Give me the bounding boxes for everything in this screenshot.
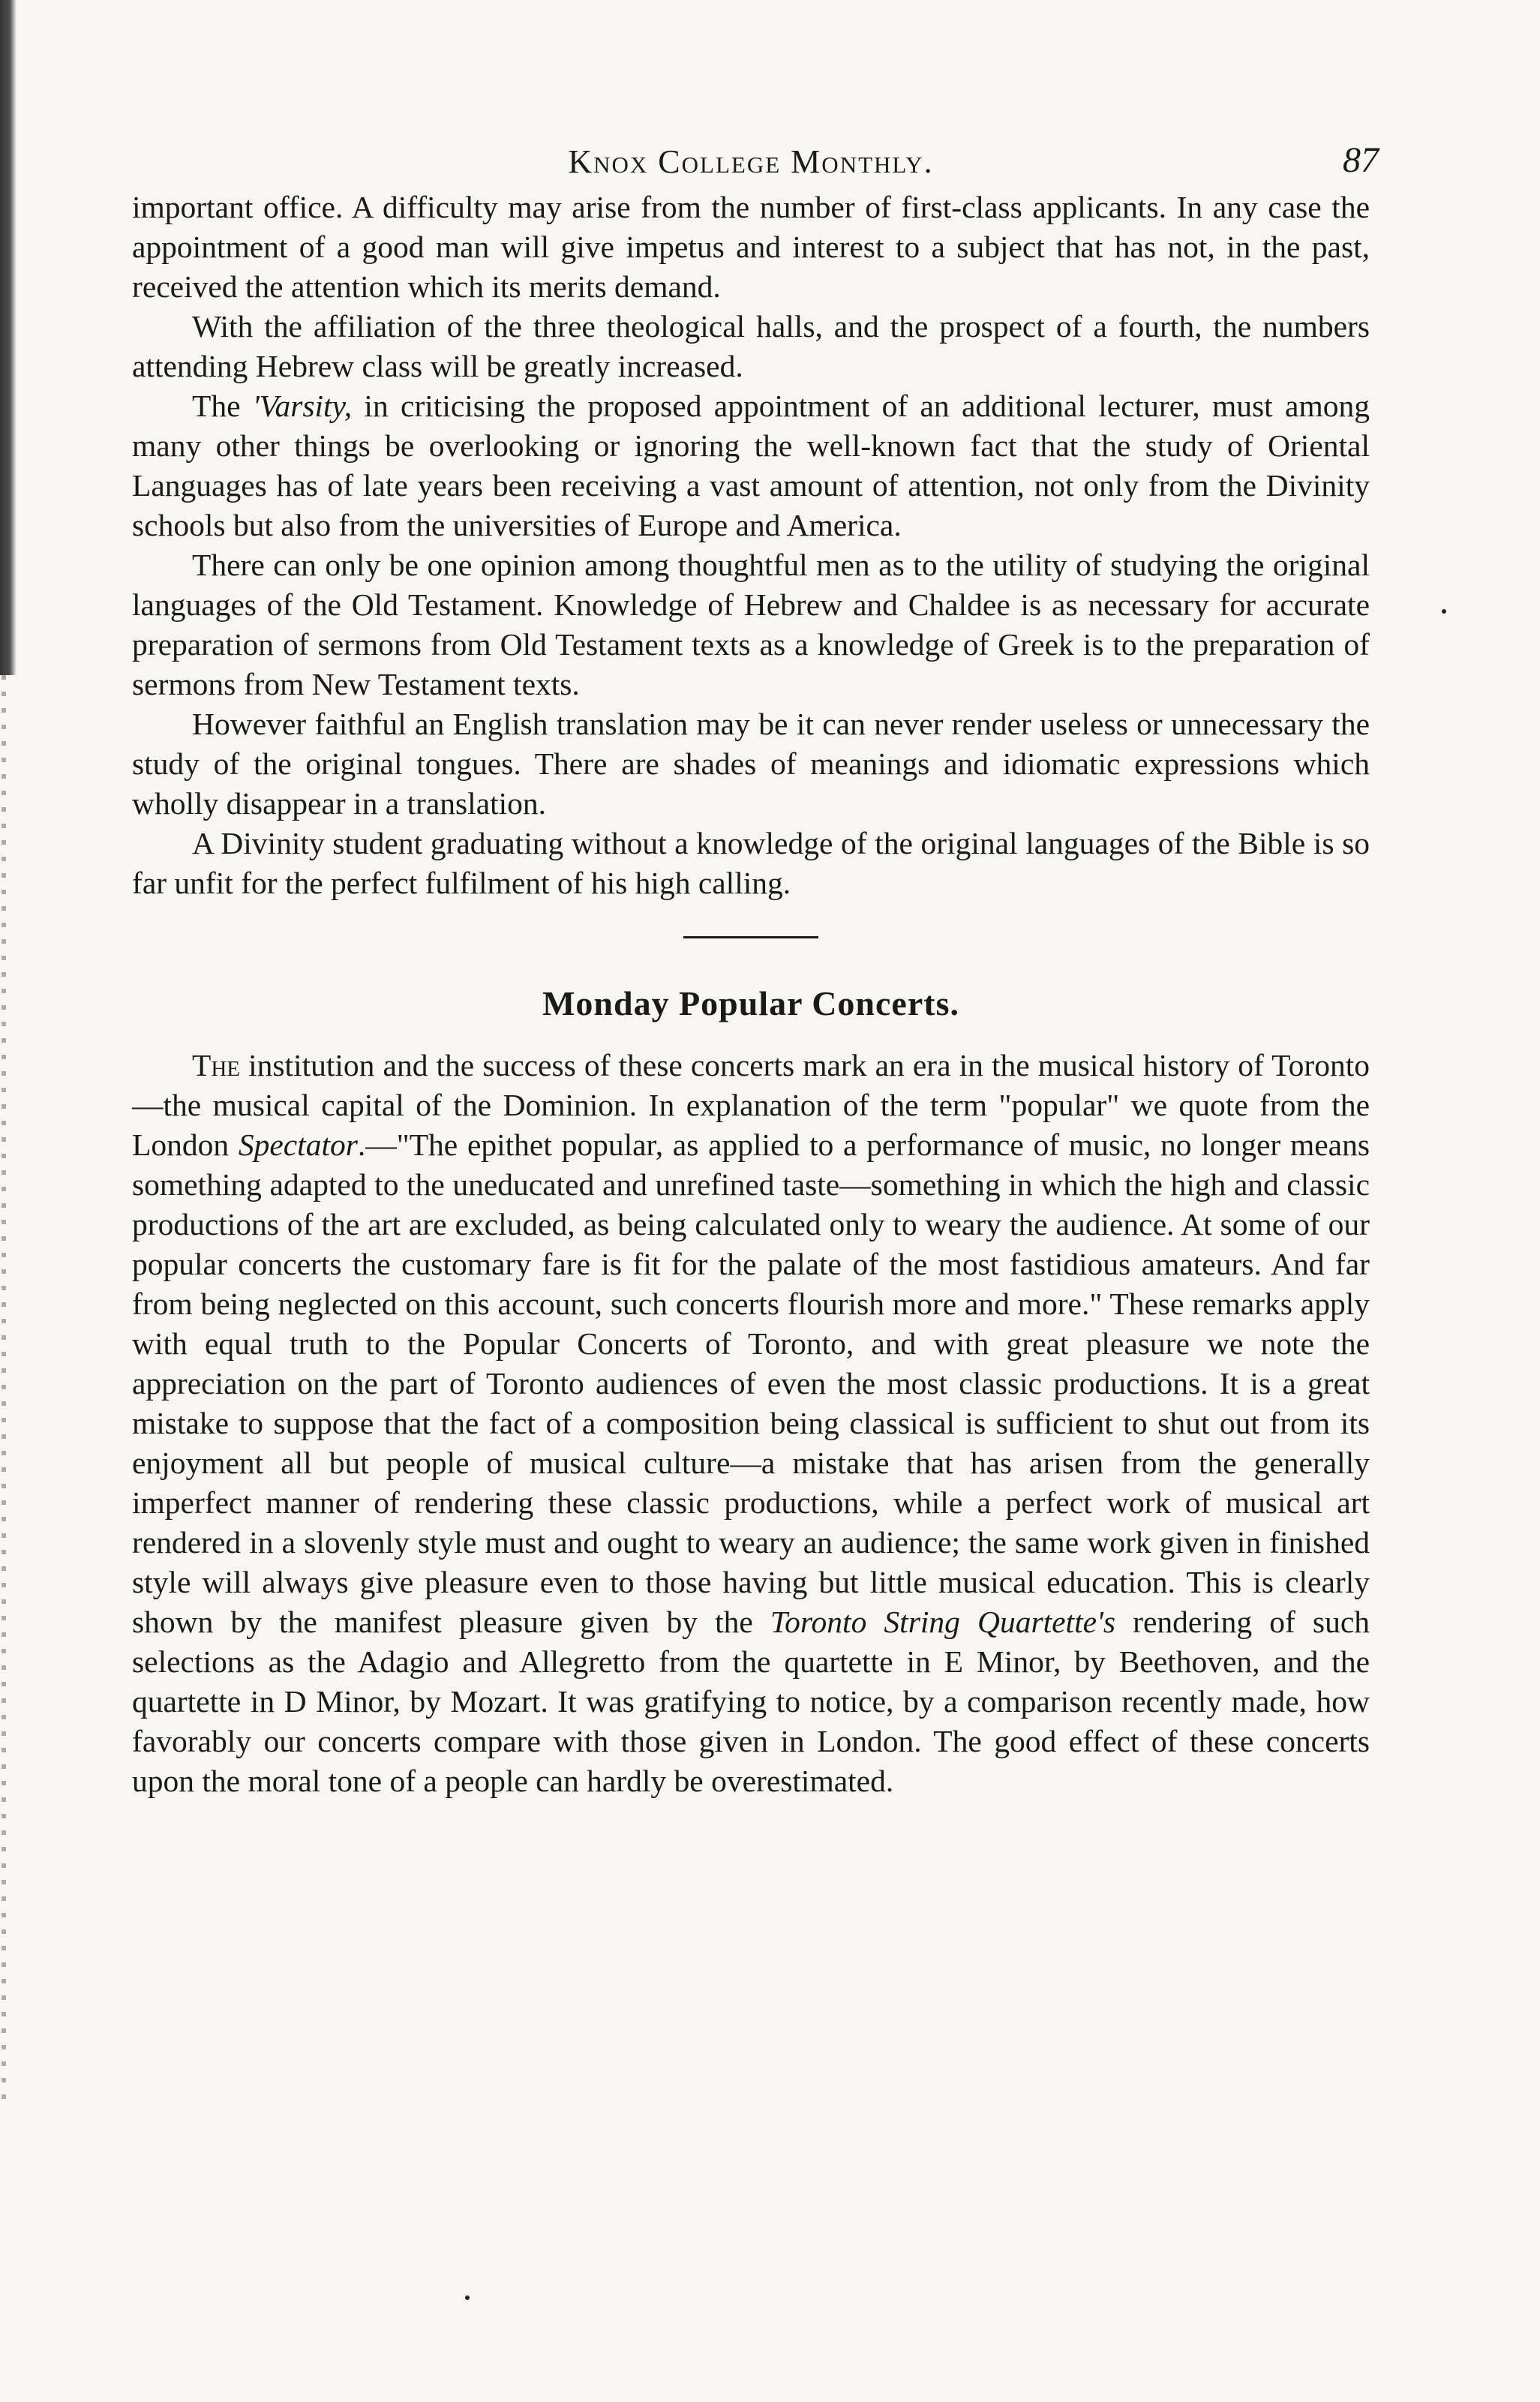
paragraph-divinity-student: A Divinity student graduating without a knowledge of the original languages of the Bible is so far unfit for the perfect fulfilment of his high calling.: [132, 826, 1370, 900]
paragraph-varsity-lead: The: [192, 389, 253, 423]
paragraph-translation: However faithful an English translation may be it can never render useless or unnecessary the study of the original tongues. There are shades of meanings and idiomatic expressions which wholly disappear in a translation.: [132, 707, 1370, 821]
concerts-text-1: institution and the success of these concerts mark an era in the musical history of Toronto—the musical capital of the Dominion. In explanation of the term "popular" we quote from the London: [132, 1048, 1370, 1162]
paragraph-varsity: [132, 386, 1370, 545]
document-page: [132, 113, 1379, 1801]
scan-speck: [1442, 609, 1446, 614]
scan-speck: [465, 2295, 470, 2300]
quartette-name: Toronto String Quartette's: [770, 1605, 1116, 1639]
varsity-title: 'Varsity,: [252, 389, 353, 423]
running-title: Knox College Monthly.: [568, 143, 934, 180]
paragraph-varsity-body: in criticising the proposed appointment of an additional lecturer, must among many other things be overlooking or ignoring the well-known fact that the study of Oriental Languages has of late years been receiving a vast amount of attention, not only from the Divinity schools but also from the universities of Europe and America.: [132, 389, 1370, 542]
binding-edge-marks: [2, 675, 6, 2100]
concerts-text-3: rendering of such selections as the Adagio and Allegretto from the quartette in E Minor, by Beethoven, and the quartette in D Minor, by Mozart. It was gratifying to notice, by a comparison recently made, how favorably our concerts compare with those given in London. The good effect of these concerts upon the moral tone of a people can hardly be overestimated.: [132, 1605, 1370, 1798]
paragraph-original-languages: There can only be one opinion among thoughtful men as to the utility of studying the original languages of the Old Testament. Knowledge of Hebrew and Chaldee is as necessary for accurate preparation of sermons from Old Testament texts as a knowledge of Greek is to the preparation of sermons from New Testament texts.: [132, 548, 1370, 701]
paragraph-concerts: [132, 1046, 1370, 1801]
page-number: 87: [1343, 140, 1379, 180]
running-header: [132, 113, 1379, 188]
opening-word: The: [192, 1048, 241, 1082]
paragraph-affiliation: With the affiliation of the three theological halls, and the prospect of a fourth, the numbers attending Hebrew class will be greatly increased.: [132, 309, 1370, 383]
section-divider: [683, 936, 818, 938]
binding-shadow: [0, 0, 17, 675]
spectator-title: Spectator: [238, 1127, 358, 1162]
section-title: Monday Popular Concerts.: [542, 984, 959, 1022]
continuation-paragraph: important office. A difficulty may arise from the number of first-class applicants. In any case the appointment of a good man will give impetus and interest to a subject that has not, in the past, received the attention which its merits demand.: [132, 190, 1370, 304]
concerts-text-2: .—"The epithet popular, as applied to a performance of music, no longer means something adapted to the uneducated and unrefined taste—something in which the high and classic productions of the art are excluded, as being calculated only to weary the audience. At some of our popular concerts the customary fare is fit for the palate of the most fastidious amateurs. And far from being neglected on this account, such concerts flourish more and more." These remarks apply with equal truth to the Popular Concerts of Toronto, and with great pleasure we note the appreciation on the part of Toronto audiences of even the most classic productions. It is a great mistake to suppose that the fact of a composition being classical is sufficient to shut out from its enjoyment all but people of musical culture—a mistake that has arisen from the generally imperfect manner of rendering these classic productions, while a perfect work of musical art rendered in a slovenly style must and ought to weary an audience; the same work given in finished style will always give pleasure even to those having but little musical education. This is clearly shown by the manifest pleasure given by the: [132, 1127, 1370, 1639]
